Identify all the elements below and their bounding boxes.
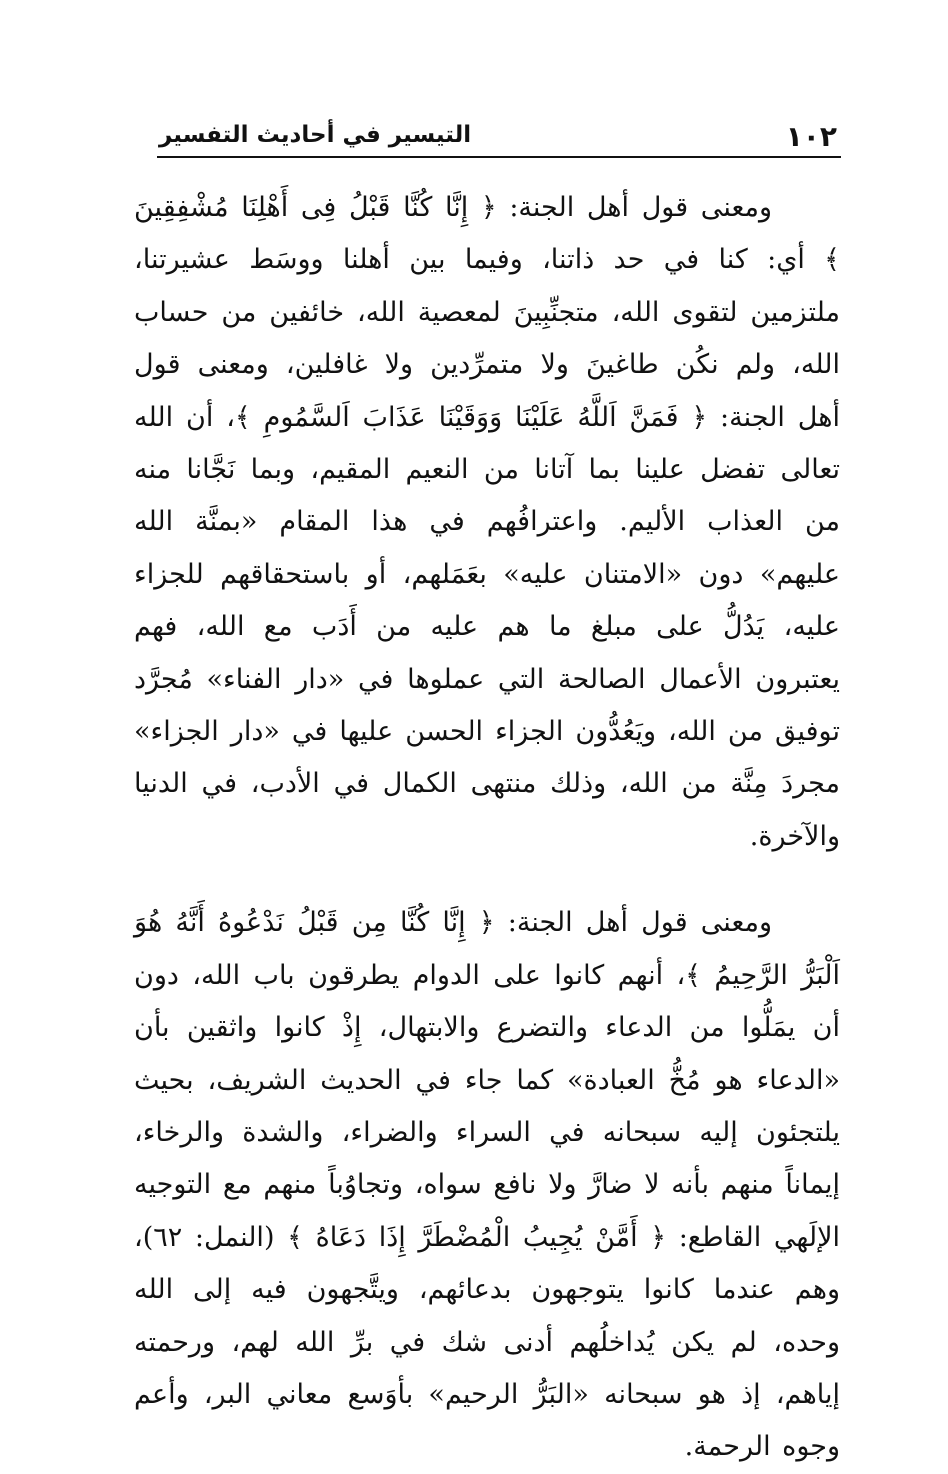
running-title: التيسير في أحاديث التفسير <box>159 122 472 148</box>
page-number: ١٠٢ <box>785 120 837 153</box>
paragraph-1: ومعنى قول أهل الجنة: ﴿ إِنَّا كُنَّا قَبْلُ فِى أَهْلِنَا مُشْفِقِينَ ﴾ أي: كنا في حد ذاتنا، وفيما بين أهلنا ووسَط عشيرتنا، ملتزمين لتقوى الله، متجنِّبِينَ لمعصية الله، خائفين من حساب الله، ولم نكُن طاغينَ ولا متمرِّدين ولا غافلين، ومعنى قول أهل الجنة: ﴿ فَمَنَّ اَللَّهُ عَلَيْنَا وَوَقَيْنَا عَذَابَ اَلسَّمُومِ ﴾، أن الله تعالى تفضل علينا بما آتانا من النعيم المقيم، وبما نَجَّانا منه من العذاب الأليم. واعترافُهم في هذا المقام «بمنَّة الله عليهم» دون «الامتنان عليه» بعَمَلهم، أو باستحقاقهم للجزاء عليه، يَدُلُّ على مبلغ ما هم عليه من أَدَب مع الله، فهم يعتبرون الأعمال الصالحة التي عملوها في «دار الفناء» مُجرَّد توفيق من الله، ويَعُدُّون الجزاء الحسن عليها في «دار الجزاء» مجردَ مِنَّة من الله، وذلك منتهى الكمال في الأدب، في الدنيا والآخرة. <box>134 192 840 852</box>
body-text <box>134 182 840 1474</box>
page-header <box>157 112 841 158</box>
paragraph-2: ومعنى قول أهل الجنة: ﴿ إِنَّا كُنَّا مِن قَبْلُ نَدْعُوهُ أَنَّهُ هُوَ اَلْبَرُّ الرَّحِيمُ ﴾، أنهم كانوا على الدوام يطرقون باب الله، دون أن يمَلُّوا من الدعاء والتضرع والابتهال، إِذْ كانوا واثقين بأن «الدعاء هو مُخُّ العبادة» كما جاء في الحديث الشريف، بحيث يلتجئون إليه سبحانه في السراء والضراء، والشدة والرخاء، إيماناً منهم بأنه لا ضارَّ ولا نافع سواه، وتجاوُباً منهم مع التوجيه الإلَهي القاطع: ﴿ أَمَّنْ يُجِيبُ الْمُضْطَرَّ إِذَا دَعَاهُ ﴾ (النمل: ٦٢)، وهم عندما كانوا يتوجهون بدعائهم، ويتَّجهون فيه إلى الله وحده، لم يكن يُداخلُهم أدنى شك في برِّ الله لهم، ورحمته إياهم، إذ هو سبحانه «البَرُّ الرحيم» بأوَسع معاني البر، وأعم وجوه الرحمة. <box>134 907 840 1463</box>
